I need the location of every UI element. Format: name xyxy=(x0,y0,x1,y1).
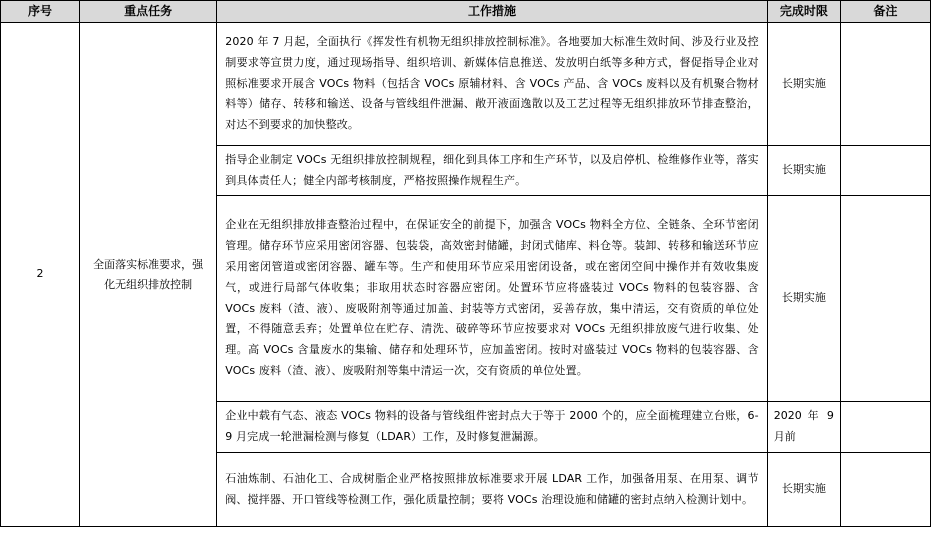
measure-cell: 2020 年 7 月起，全面执行《挥发性有机物无组织排放控制标准》。各地要加大标准生效时间、涉及行业及控制要求等宣贯力度，通过现场指导、组织培训、新媒体信息推送、发放明白纸等多种方式，督促指导企业对照标准要求开展含 VOCs 物料（包括含 VOCs 原辅材料、含 VOCs 产品、含 VOCs 废料以及有机聚合物材料等）储存、转移和输送、设备与管线组件泄漏、敞开液面逸散以及工艺过程等无组织排放环节排查整治，对达不到要求的加快整改。 xyxy=(217,23,768,146)
deadline-cell: 长期实施 xyxy=(767,23,840,146)
header-deadline: 完成时限 xyxy=(767,1,840,23)
note-cell xyxy=(840,453,930,527)
header-notes: 备注 xyxy=(840,1,930,23)
key-task: 全面落实标准要求，强化无组织排放控制 xyxy=(80,23,217,527)
note-cell xyxy=(840,146,930,196)
measure-cell: 企业在无组织排放排查整治过程中，在保证安全的前提下，加强含 VOCs 物料全方位、全链条、全环节密闭管理。储存环节应采用密闭容器、包装袋，高效密封储罐，封闭式储库、料仓等。装卸、转移和输送环节应采用密闭管道或密闭容器、罐车等。生产和使用环节应采用密闭设备，或在密闭空间中操作并有效收集废气，或进行局部气体收集；非取用状态时容器应密闭。处置环节应将盛装过 VOCs 物料的包装容器、含 VOCs 废料（渣、液）、废吸附剂等通过加盖、封装等方式密闭，妥善存放，集中清运，交有资质的单位处置，不得随意丢弃；处置单位在贮存、清洗、破碎等环节应按要求对 VOCs 无组织排放废气进行收集、处理。高 VOCs 含量废水的集输、储存和处理环节，应加盖密闭。按时对盛装过 VOCs 物料的包装容器、含 VOCs 废料（渣、液）、废吸附剂等集中清运一次，交有资质的单位处置。 xyxy=(217,196,768,402)
header-measures: 工作措施 xyxy=(217,1,768,23)
measure-cell: 企业中载有气态、液态 VOCs 物料的设备与管线组件密封点大于等于 2000 个的，应全面梳理建立台账，6-9 月完成一轮泄漏检测与修复（LDAR）工作，及时修复泄漏源。 xyxy=(217,402,768,453)
row-number: 2 xyxy=(1,23,80,527)
deadline-cell: 长期实施 xyxy=(767,453,840,527)
header-task: 重点任务 xyxy=(80,1,217,23)
deadline-cell: 2020 年 9 月前 xyxy=(767,402,840,453)
note-cell xyxy=(840,402,930,453)
deadline-cell: 长期实施 xyxy=(767,146,840,196)
header-row xyxy=(1,1,931,23)
note-cell xyxy=(840,196,930,402)
measure-cell: 指导企业制定 VOCs 无组织排放控制规程，细化到具体工序和生产环节，以及启停机、检维修作业等，落实到具体责任人；健全内部考核制度，严格按照操作规程生产。 xyxy=(217,146,768,196)
note-cell xyxy=(840,23,930,146)
header-no: 序号 xyxy=(1,1,80,23)
deadline-cell: 长期实施 xyxy=(767,196,840,402)
table-row xyxy=(1,23,931,146)
measure-cell: 石油炼制、石油化工、合成树脂企业严格按照排放标准要求开展 LDAR 工作，加强备用泵、在用泵、调节阀、搅拌器、开口管线等检测工作，强化质量控制；要将 VOCs 治理设施和储罐的密封点纳入检测计划中。 xyxy=(217,453,768,527)
